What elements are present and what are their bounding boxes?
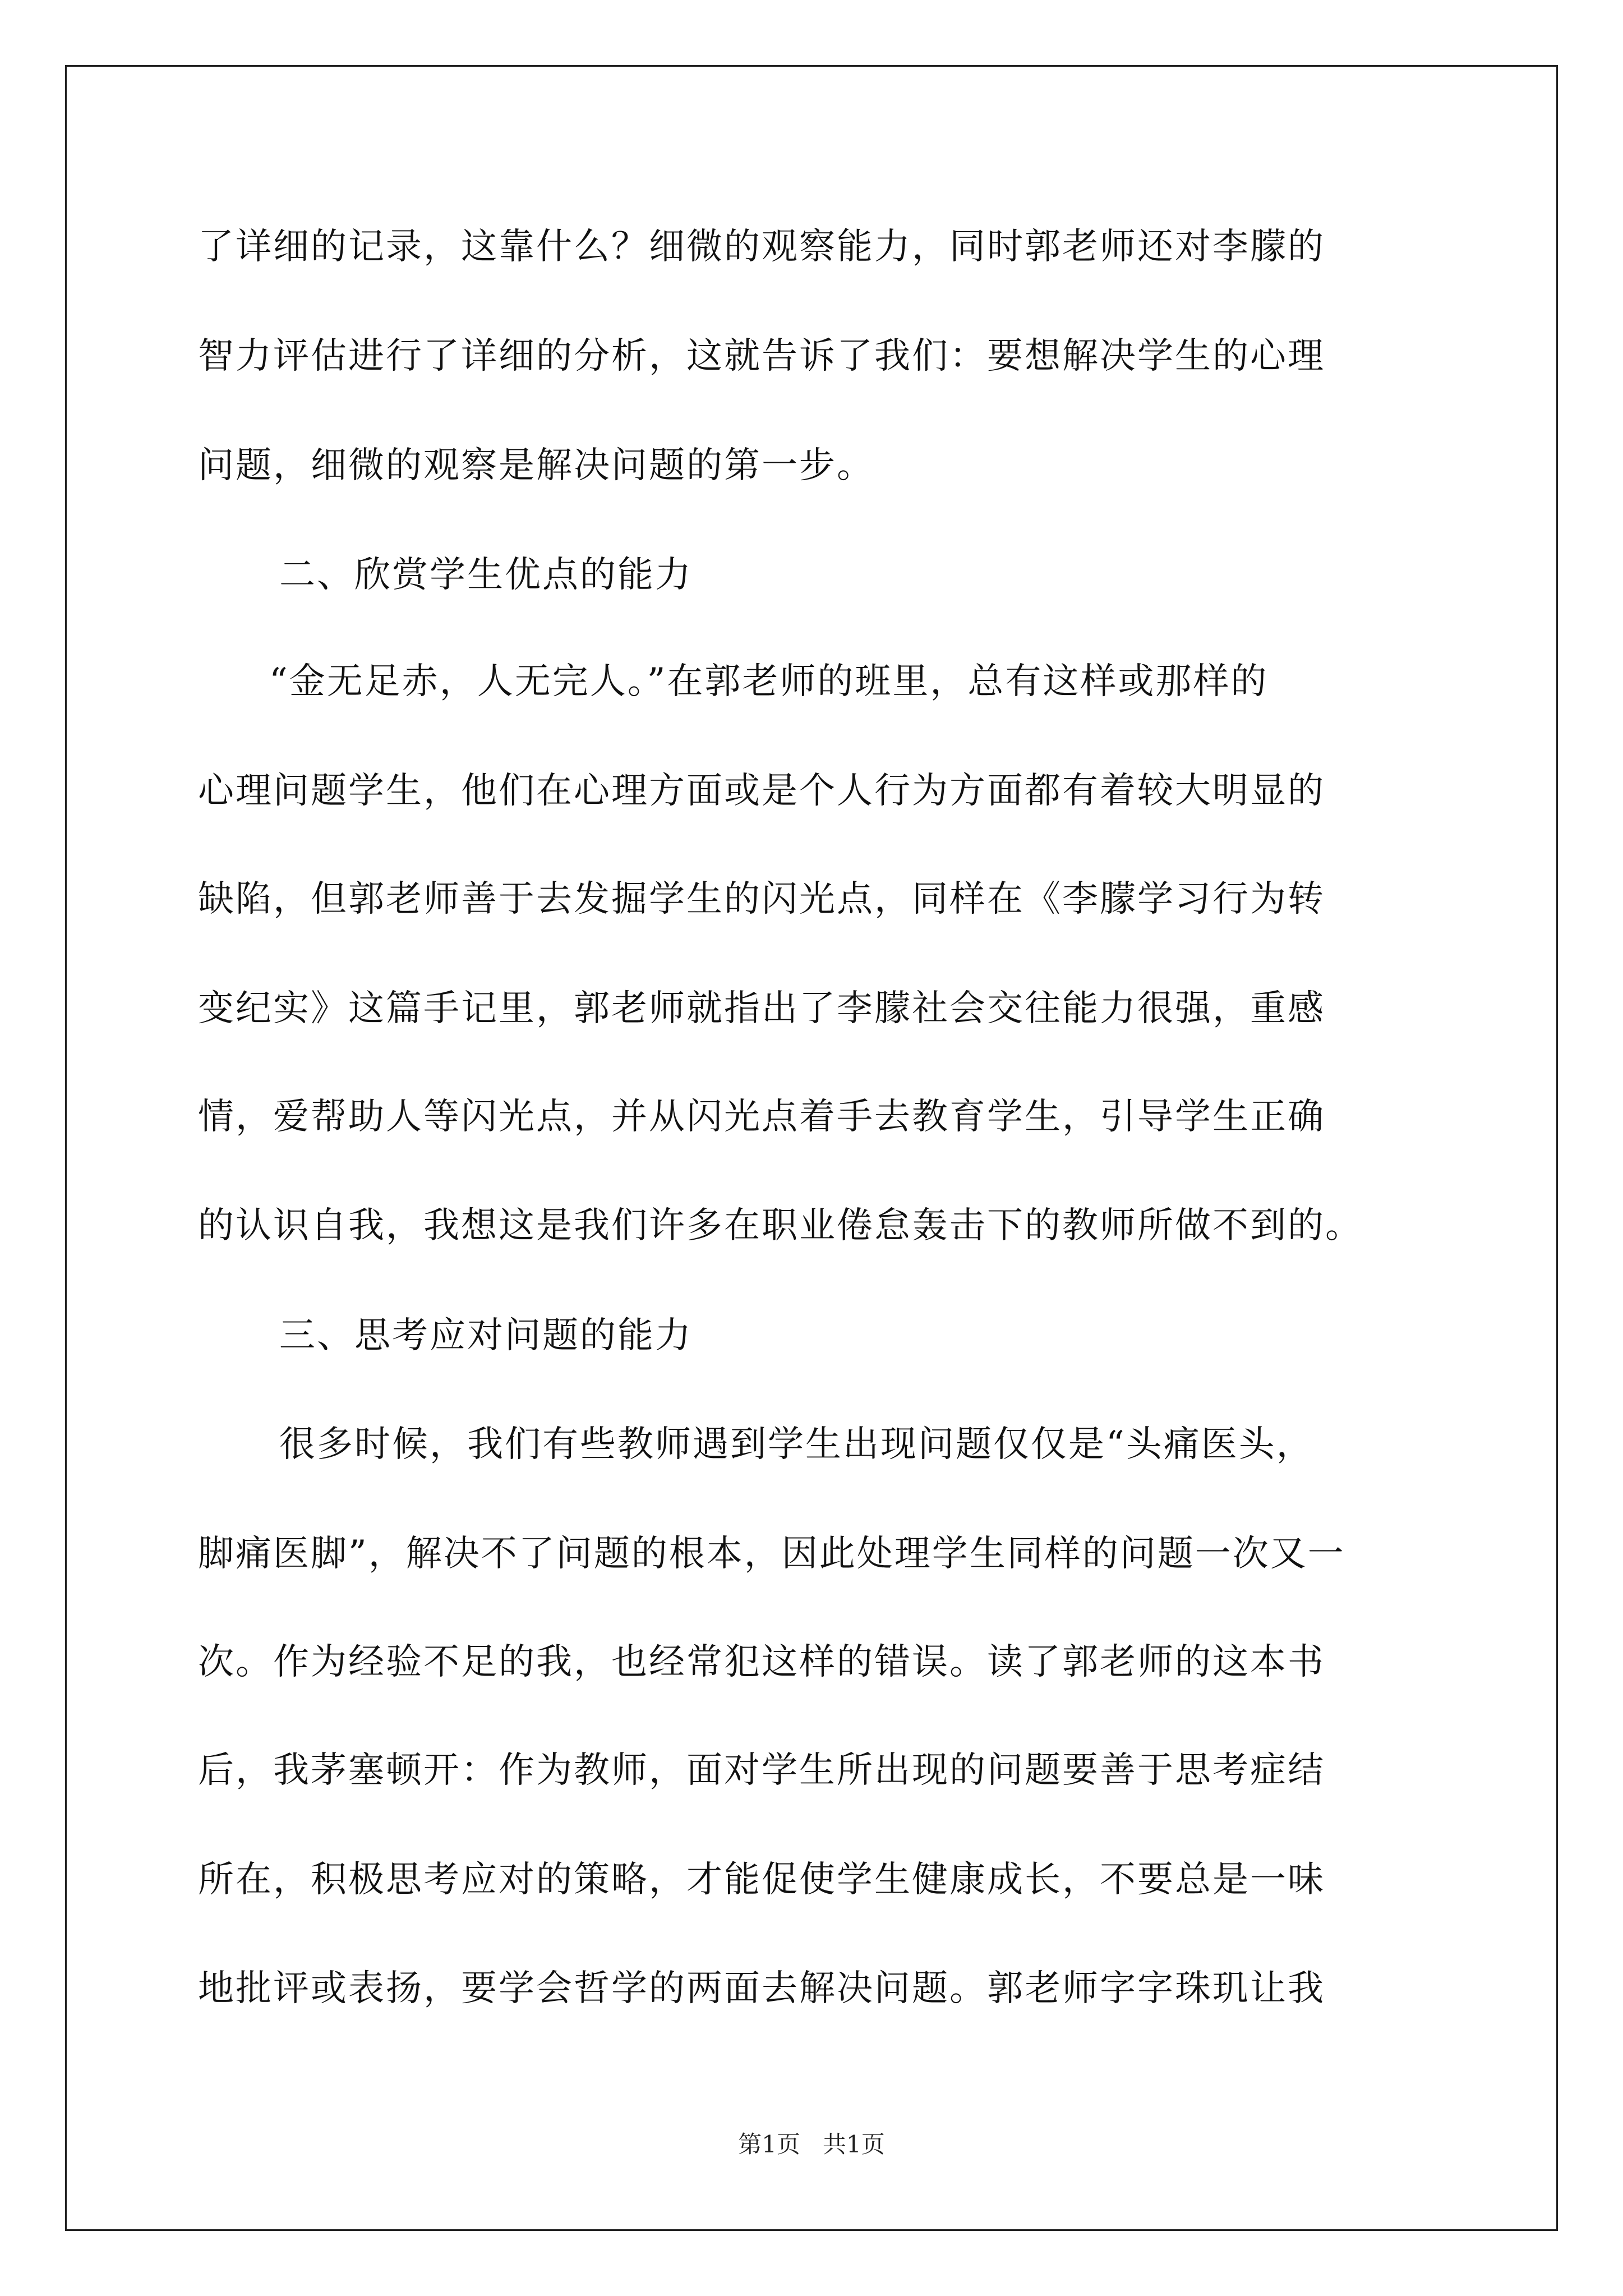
body-line: 次。作为经验不足的我，也经常犯这样的错误。读了郭老师的这本书 [198,1641,1325,1683]
body-line: 地批评或表扬，要学会哲学的两面去解决问题。郭老师字字珠玑让我 [198,1968,1325,2009]
body-line: 问题，细微的观察是解决问题的第一步。 [198,445,874,486]
body-line: 所在，积极思考应对的策略，才能促使学生健康成长，不要总是一味 [198,1859,1325,1901]
body-line: 缺陷，但郭老师善于去发掘学生的闪光点，同样在《李朦学习行为转 [198,878,1325,920]
body-line: 脚痛医脚”，解决不了问题的根本，因此处理学生同样的问题一次又一 [198,1533,1345,1575]
body-line: “金无足赤，人无完人。”在郭老师的班里，总有这样或那样的 [269,661,1269,702]
section-heading: 二、欣赏学生优点的能力 [279,554,693,596]
body-line: 很多时候，我们有些教师遇到学生出现问题仅仅是“头痛医头， [279,1424,1314,1465]
body-line: 智力评估进行了详细的分析，这就告诉了我们：要想解决学生的心理 [198,335,1325,377]
body-line: 了详细的记录，这靠什么？细微的观察能力，同时郭老师还对李朦的 [198,226,1325,268]
page-number-footer: 第1页 共1页 [738,2131,885,2158]
page-border [65,65,1558,2231]
body-line: 变纪实》这篇手记里，郭老师就指出了李朦社会交往能力很强，重感 [198,988,1325,1029]
body-line: 后，我茅塞顿开：作为教师，面对学生所出现的问题要善于思考症结 [198,1750,1325,1791]
body-line: 的认识自我，我想这是我们许多在职业倦怠轰击下的教师所做不到的。 [198,1205,1363,1246]
section-heading: 三、思考应对问题的能力 [279,1315,693,1356]
body-line: 心理问题学生，他们在心理方面或是个人行为方面都有着较大明显的 [198,770,1325,812]
body-line: 情，爱帮助人等闪光点，并从闪光点着手去教育学生，引导学生正确 [198,1096,1325,1138]
